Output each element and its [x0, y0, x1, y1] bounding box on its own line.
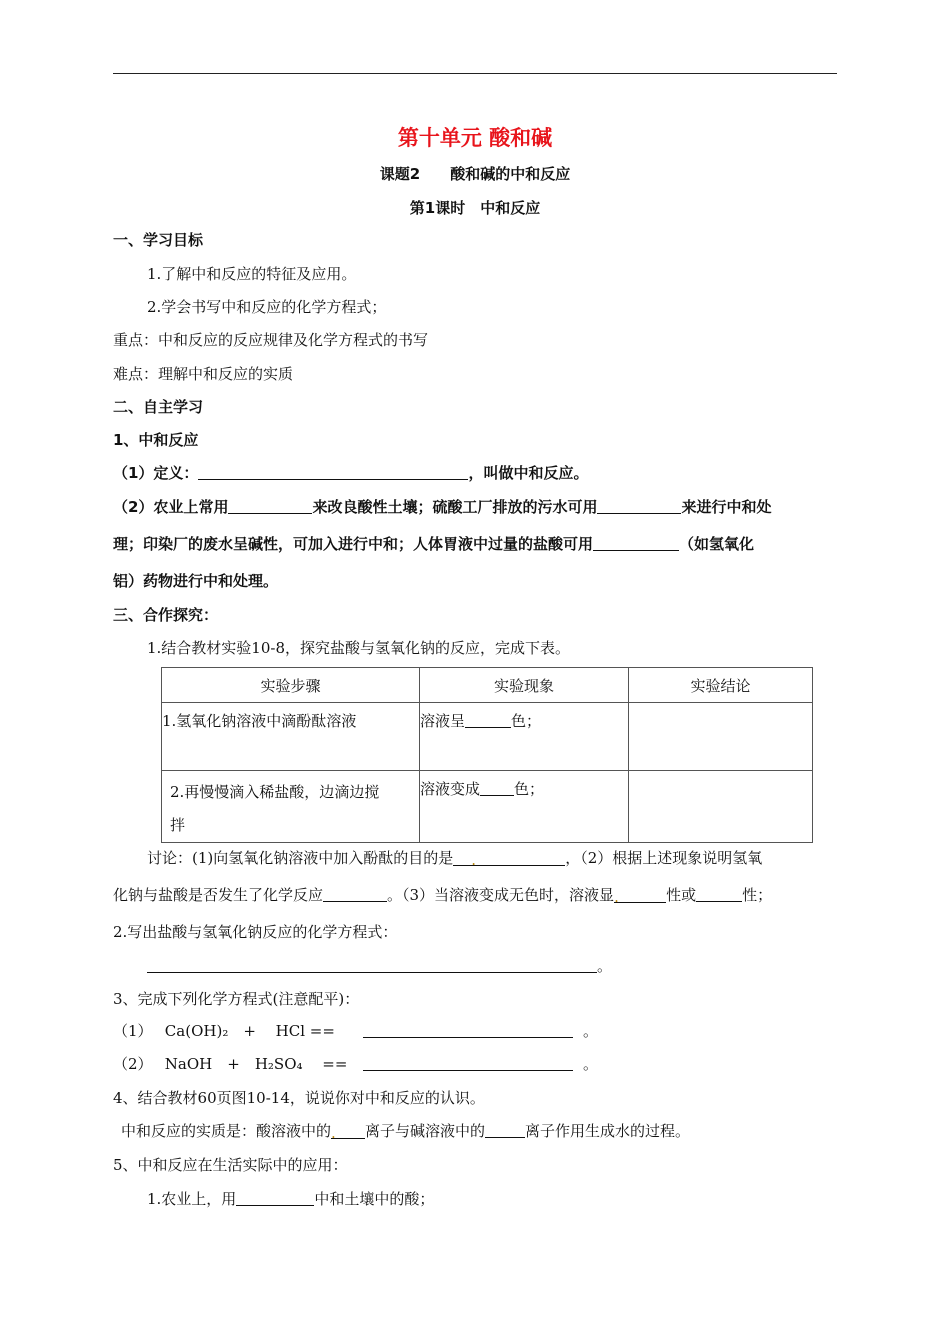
discussion-text-c: 化钠与盐酸是否发生了化学反应: [113, 886, 324, 904]
equation-2-line: [113, 1054, 598, 1074]
discussion-blank-1[interactable]: .: [453, 850, 565, 866]
question-5: 5、中和反应在生活实际中的应用：: [113, 1156, 348, 1174]
row2-step-a: 2.再慢慢滴入稀盐酸，边滴边搅: [170, 783, 380, 801]
discussion-blank-4[interactable]: [696, 886, 742, 902]
row2-step: [162, 771, 420, 843]
table-row: [162, 771, 813, 843]
section-objectives-heading: 一、学习目标: [113, 231, 204, 249]
row2-observation: [420, 771, 629, 843]
difficult-point: 难点：理解中和反应的实质: [113, 365, 294, 383]
row2-color-blank[interactable]: [480, 780, 514, 796]
table-header-row: [162, 668, 813, 703]
equation-end: 。: [597, 957, 613, 975]
application-text-b: 来改良酸性土壤；硫酸工厂排放的污水可用: [312, 498, 598, 516]
equation-1-blank[interactable]: [363, 1022, 573, 1038]
essence-line: [121, 1121, 690, 1141]
discussion-text-a: 讨论：(1)向氢氧化钠溶液中加入酚酞的目的是: [147, 849, 454, 867]
header-phenomena: 实验现象: [420, 668, 629, 703]
row1-observation: [420, 703, 629, 771]
definition-tail: ，叫做中和反应。: [468, 464, 589, 482]
question-3: 3、完成下列化学方程式(注意配平)：: [113, 990, 360, 1008]
row2-step-b: 拌: [170, 816, 186, 834]
row1-step: 1.氢氧化钠溶液中滴酚酞溶液: [162, 703, 420, 771]
equation-1-text: （1） Ca(OH)₂ + HCl ==: [113, 1022, 335, 1040]
key-point: 重点：中和反应的反应规律及化学方程式的书写: [113, 331, 429, 349]
unit-title: 第十单元 酸和碱: [397, 126, 553, 150]
neutralization-subheading: 1、中和反应: [113, 431, 199, 449]
discussion-blank-3[interactable]: .: [614, 887, 666, 903]
discussion-text-d: 。（3）当溶液变成无色时，溶液显: [387, 886, 615, 904]
application-blank-2[interactable]: [597, 498, 681, 514]
experiment-intro: 1.结合教材实验10-8，探究盐酸与氢氧化钠的反应，完成下表。: [147, 639, 571, 657]
application-1-text-b: 中和土壤中的酸；: [314, 1190, 435, 1208]
definition-line: [113, 463, 588, 483]
essence-blank-2[interactable]: [485, 1122, 525, 1138]
equation-2-text: （2） NaOH + H₂SO₄ ==: [113, 1055, 348, 1073]
row1-color-blank[interactable]: [465, 712, 511, 728]
lesson-title: 课题2 酸和碱的中和反应: [379, 165, 571, 183]
application-line-2: [113, 534, 754, 554]
period-title: 第1课时 中和反应: [409, 199, 541, 217]
row1-conclusion[interactable]: [629, 703, 813, 771]
essence-blank-1[interactable]: .: [331, 1123, 365, 1139]
question-2-answer-line: [147, 956, 612, 976]
row2-conclusion[interactable]: [629, 771, 813, 843]
discussion-blank-2[interactable]: [323, 886, 387, 902]
row1-obs-tail: 色；: [511, 712, 542, 730]
equation-2-end: 。: [583, 1055, 599, 1073]
application-text-d: 理；印染厂的废水呈碱性，可加入进行中和；人体胃液中过量的盐酸可用: [113, 535, 594, 553]
equation-1-line: [113, 1021, 598, 1041]
question-2: 2.写出盐酸与氢氧化钠反应的化学方程式：: [113, 923, 398, 941]
goal-1: 1.了解中和反应的特征及应用。: [147, 265, 357, 283]
discussion-text-e: 性或: [666, 886, 697, 904]
row2-obs-text: 溶液变成: [420, 780, 481, 798]
application-1-line: [147, 1189, 434, 1209]
essence-text-c: 离子作用生成水的过程。: [525, 1122, 691, 1140]
discussion-line-2: [113, 885, 772, 905]
application-blank-3[interactable]: [593, 535, 679, 551]
experiment-table: [161, 667, 813, 843]
application-text-a: （2）农业上常用: [113, 498, 229, 516]
essence-text-a: 中和反应的实质是：酸溶液中的: [121, 1122, 332, 1140]
goal-2: 2.学会书写中和反应的化学方程式；: [147, 298, 387, 316]
row2-obs-tail: 色；: [514, 780, 545, 798]
row1-obs-text: 溶液呈: [420, 712, 466, 730]
discussion-text-b: ，（2）根据上述现象说明氢氧: [565, 849, 763, 867]
discussion-line-1: [147, 848, 762, 868]
table-row: [162, 703, 813, 771]
definition-blank[interactable]: [198, 464, 468, 480]
application-line-3: 铝）药物进行中和处理。: [113, 572, 279, 590]
application-line-1: [113, 497, 771, 517]
header-conclusion: 实验结论: [629, 668, 813, 703]
header-rule: [113, 73, 837, 74]
equation-2-blank[interactable]: [363, 1055, 573, 1071]
equation-blank[interactable]: [147, 957, 597, 973]
application-1-blank[interactable]: [236, 1190, 314, 1206]
application-1-text-a: 1.农业上，用: [147, 1190, 237, 1208]
application-text-c: 来进行中和处: [681, 498, 772, 516]
application-blank-1[interactable]: [228, 498, 312, 514]
header-steps: 实验步骤: [162, 668, 420, 703]
application-text-e: （如氢氧化: [679, 535, 755, 553]
section-cooperative-heading: 三、合作探究：: [113, 606, 219, 624]
section-self-study-heading: 二、自主学习: [113, 398, 204, 416]
equation-1-end: 。: [583, 1022, 599, 1040]
essence-text-b: 离子与碱溶液中的: [365, 1122, 486, 1140]
definition-label: （1）定义：: [113, 464, 199, 482]
question-4: 4、结合教材60页图10-14，说说你对中和反应的认识。: [113, 1089, 485, 1107]
discussion-text-f: 性；: [742, 886, 773, 904]
